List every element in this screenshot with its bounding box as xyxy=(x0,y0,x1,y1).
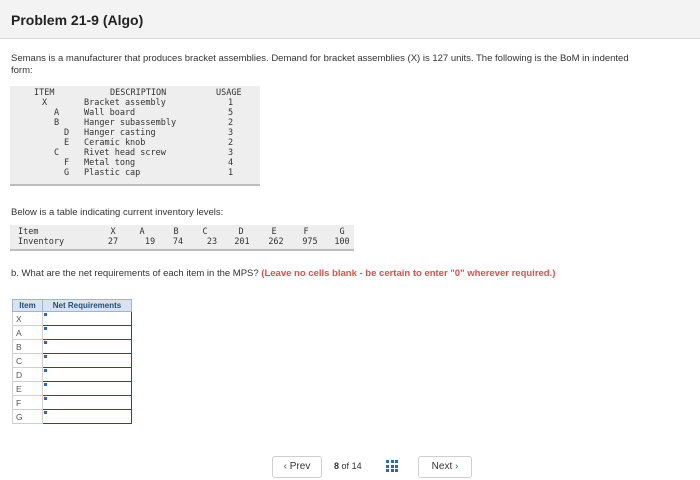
inventory-level: 74 xyxy=(172,237,184,247)
next-label: Next xyxy=(431,461,453,472)
net-table-item-label: B xyxy=(13,340,43,354)
bom-description: Wall board xyxy=(84,108,136,118)
input-marker-icon xyxy=(44,383,47,386)
bom-usage: 3 xyxy=(228,148,234,158)
input-marker-icon xyxy=(44,411,47,414)
inventory-label: Below is a table indicating current inventory levels: xyxy=(11,207,224,218)
inventory-row-label-item: Item xyxy=(18,227,39,237)
net-requirement-input-a[interactable] xyxy=(43,326,132,340)
table-row xyxy=(13,368,132,382)
inventory-item: X xyxy=(110,227,116,237)
question-text xyxy=(11,268,555,279)
bom-item: X xyxy=(42,98,48,108)
inventory-item: D xyxy=(238,227,244,237)
net-requirement-input-g[interactable] xyxy=(43,410,132,424)
bom-item: A xyxy=(54,108,60,118)
bom-description: Metal tong xyxy=(84,158,136,168)
bom-header-description: DESCRIPTION xyxy=(110,88,167,98)
bom-usage: 3 xyxy=(228,128,234,138)
bom-description: Hanger casting xyxy=(84,128,156,138)
prev-button[interactable] xyxy=(272,456,322,478)
bom-header-usage: USAGE xyxy=(216,88,242,98)
net-requirement-input-b[interactable] xyxy=(43,340,132,354)
inventory-item: G xyxy=(339,227,345,237)
net-table-item-label: C xyxy=(13,354,43,368)
input-marker-icon xyxy=(44,341,47,344)
net-requirements-table xyxy=(12,299,132,424)
net-requirement-input-c[interactable] xyxy=(43,354,132,368)
problem-title: Problem 21-9 (Algo) xyxy=(11,12,144,28)
inventory-level: 23 xyxy=(206,237,218,247)
next-button[interactable] xyxy=(418,456,472,478)
table-row xyxy=(13,340,132,354)
inventory-row-label-inventory: Inventory xyxy=(18,237,65,247)
bom-usage: 4 xyxy=(228,158,234,168)
inventory-level: 975 xyxy=(302,237,318,247)
net-requirement-input-d[interactable] xyxy=(43,368,132,382)
input-marker-icon xyxy=(44,327,47,330)
inventory-level: 19 xyxy=(144,237,156,247)
net-requirement-input-f[interactable] xyxy=(43,396,132,410)
net-table-item-label: A xyxy=(13,326,43,340)
bom-description: Ceramic knob xyxy=(84,138,146,148)
inventory-table xyxy=(10,225,354,251)
input-marker-icon xyxy=(44,355,47,358)
inventory-divider xyxy=(10,249,354,251)
inventory-level: 262 xyxy=(268,237,284,247)
inventory-level: 201 xyxy=(234,237,250,247)
prev-label: Prev xyxy=(289,461,311,472)
net-table-item-label: X xyxy=(13,312,43,326)
bom-usage: 1 xyxy=(228,98,234,108)
bom-item: C xyxy=(54,148,60,158)
input-marker-icon xyxy=(44,397,47,400)
table-row xyxy=(13,396,132,410)
net-table-header-net-requirements: Net Requirements xyxy=(43,300,132,312)
net-requirement-input-e[interactable] xyxy=(43,382,132,396)
bom-description: Plastic cap xyxy=(84,168,141,178)
table-row xyxy=(13,326,132,340)
inventory-level: 100 xyxy=(334,237,350,247)
bom-description: Hanger subassembly xyxy=(84,118,177,128)
bom-table xyxy=(10,86,260,186)
bom-usage: 1 xyxy=(228,168,234,178)
table-row xyxy=(13,312,132,326)
table-row xyxy=(13,382,132,396)
table-row xyxy=(13,354,132,368)
inventory-item: B xyxy=(173,227,179,237)
bom-item: D xyxy=(64,128,70,138)
net-table-item-label: D xyxy=(13,368,43,382)
bom-usage: 2 xyxy=(228,138,234,148)
page-total: 14 xyxy=(351,461,362,471)
bom-divider xyxy=(10,184,260,186)
grid-view-icon[interactable] xyxy=(386,460,398,472)
net-table-item-label: E xyxy=(13,382,43,396)
bom-description: Rivet head screw xyxy=(84,148,166,158)
question-prompt: b. What are the net requirements of each item in the MPS? xyxy=(11,268,259,279)
chevron-right-icon: › xyxy=(455,461,459,472)
bom-usage: 5 xyxy=(228,108,234,118)
page-of: of xyxy=(341,461,350,471)
net-table-item-label: F xyxy=(13,396,43,410)
net-requirement-input-x[interactable] xyxy=(43,312,132,326)
navigation-footer xyxy=(0,452,700,480)
input-marker-icon xyxy=(44,313,47,316)
problem-intro: Semans is a manufacturer that produces bracket assemblies. Demand for bracket assemblies (X) is 127 units. The following is the BoM in indented form: xyxy=(11,53,629,76)
bom-item: B xyxy=(54,118,60,128)
title-bar xyxy=(0,0,700,39)
input-marker-icon xyxy=(44,369,47,372)
page-indicator xyxy=(334,461,362,471)
bom-item: G xyxy=(64,168,70,178)
inventory-item: A xyxy=(139,227,145,237)
inventory-item: F xyxy=(303,227,309,237)
net-table-item-label: G xyxy=(13,410,43,424)
bom-item: F xyxy=(64,158,70,168)
table-row xyxy=(13,410,132,424)
page-current: 8 xyxy=(334,461,340,471)
inventory-level: 27 xyxy=(107,237,119,247)
inventory-item: E xyxy=(271,227,277,237)
chevron-left-icon: ‹ xyxy=(283,461,287,472)
bom-header-item: ITEM xyxy=(34,88,55,98)
bom-item: E xyxy=(64,138,70,148)
bom-description: Bracket assembly xyxy=(84,98,166,108)
question-instruction: (Leave no cells blank - be certain to enter "0" wherever required.) xyxy=(261,268,556,279)
bom-usage: 2 xyxy=(228,118,234,128)
inventory-item: C xyxy=(202,227,208,237)
net-table-header-item: Item xyxy=(13,300,43,312)
